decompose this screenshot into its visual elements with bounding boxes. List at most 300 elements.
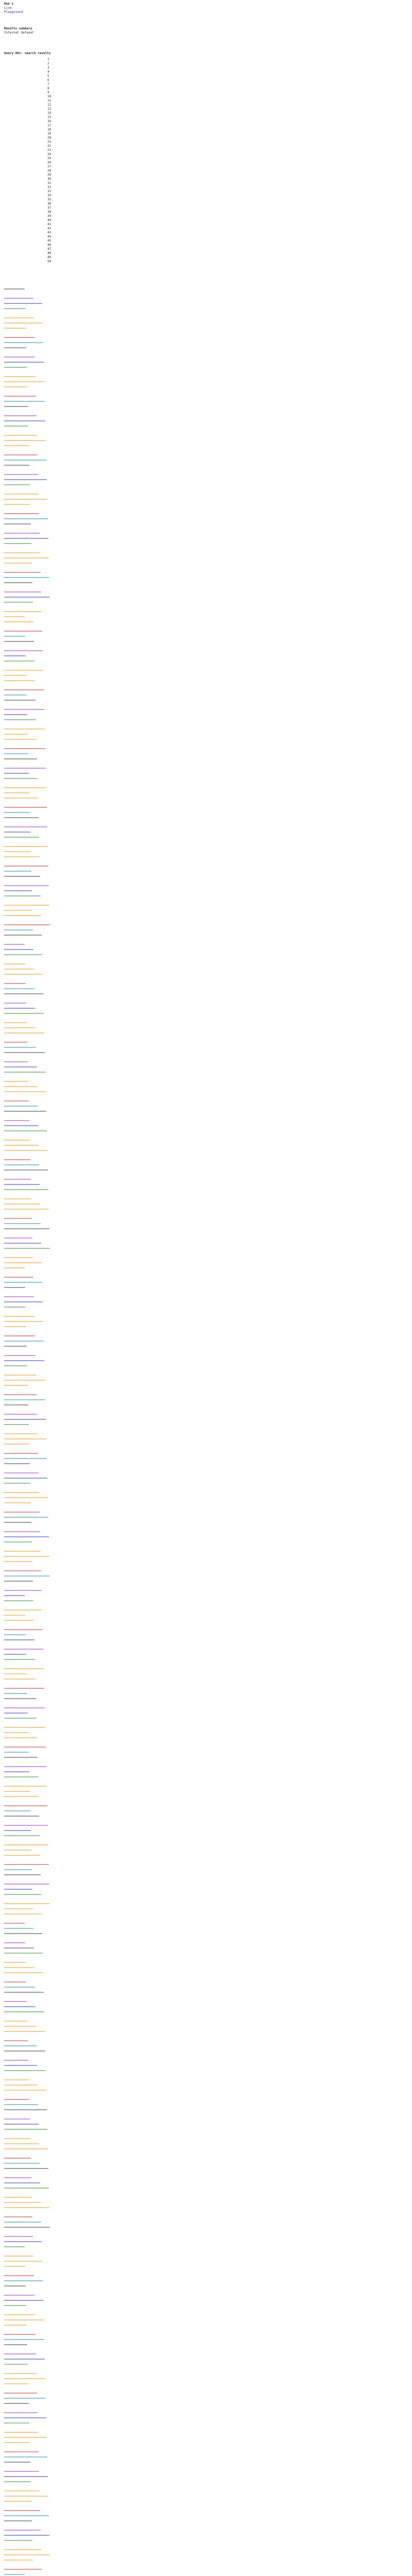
- log-line: [4, 1855, 40, 1856]
- log-line: [4, 2456, 47, 2458]
- log-line: [4, 1835, 40, 1836]
- log-line: [4, 890, 32, 891]
- line-number: 39: [47, 214, 52, 218]
- header-line-1: Run 1: [4, 2, 14, 6]
- line-number: 32: [47, 185, 52, 189]
- log-line: [4, 2143, 39, 2144]
- log-line: [4, 856, 40, 857]
- log-line: [4, 518, 48, 519]
- log-line: [4, 680, 35, 681]
- line-number: 44: [47, 235, 52, 239]
- log-line: [4, 1600, 33, 1601]
- log-line: [4, 415, 37, 416]
- log-line: [4, 728, 45, 730]
- log-line: [4, 1844, 48, 1845]
- log-line: [4, 1013, 44, 1014]
- log-line: [4, 1972, 43, 1973]
- log-line: [4, 2256, 33, 2257]
- log-line: [4, 1170, 48, 1171]
- log-line: [4, 1130, 47, 1131]
- line-number: 27: [47, 165, 52, 168]
- line-number: 14: [47, 111, 52, 115]
- log-line: [4, 2158, 31, 2159]
- log-line: [4, 474, 38, 475]
- log-line: [4, 2227, 50, 2228]
- log-line: [4, 817, 39, 818]
- log-line: [4, 1394, 37, 1395]
- log-line: [4, 876, 40, 877]
- header-line-3[interactable]: Playground: [4, 10, 23, 14]
- log-line: [4, 2163, 40, 2164]
- line-number: 8: [47, 87, 49, 90]
- log-line: [4, 2261, 42, 2262]
- log-line: [4, 1047, 36, 1048]
- log-line: [4, 317, 34, 318]
- log-line: [4, 1673, 27, 1674]
- log-line: [4, 660, 35, 662]
- log-line: [4, 1791, 30, 1792]
- log-line: [4, 1766, 46, 1767]
- log-line: [4, 381, 44, 382]
- log-line: [4, 2084, 38, 2086]
- log-line: [4, 1238, 32, 1239]
- log-line: [4, 533, 40, 534]
- log-line: [4, 2295, 35, 2296]
- log-line: [4, 538, 48, 539]
- log-line: [4, 2432, 38, 2433]
- log-line: [4, 954, 42, 955]
- log-line: [4, 988, 35, 989]
- log-line: [4, 328, 26, 329]
- log-line: [4, 1581, 33, 1582]
- log-line: [4, 851, 31, 852]
- log-line: [4, 837, 39, 838]
- log-line: [4, 2462, 30, 2463]
- log-line: [4, 303, 42, 304]
- log-line: [4, 552, 40, 553]
- log-line: [4, 1042, 27, 1043]
- log-line: [4, 1923, 25, 1924]
- log-line: [4, 2236, 33, 2237]
- log-line: [4, 1223, 41, 1224]
- log-line: [4, 798, 38, 799]
- log-line: [4, 2574, 25, 2575]
- log-line: [4, 2011, 44, 2012]
- log-line: [4, 915, 41, 916]
- log-line: [4, 308, 25, 309]
- log-line: [4, 1590, 42, 1591]
- log-line: [4, 2398, 46, 2399]
- log-line: [4, 1243, 41, 1244]
- line-number: 12: [47, 103, 52, 107]
- log-line: [4, 611, 42, 612]
- log-line: [4, 543, 31, 544]
- log-line: [4, 513, 39, 514]
- log-line: [4, 2050, 45, 2052]
- log-line: [4, 2197, 32, 2198]
- log-line: [4, 1992, 44, 1993]
- line-number: 47: [47, 247, 52, 251]
- log-line: [4, 1125, 38, 1126]
- log-line: [4, 1869, 32, 1870]
- log-line: [4, 1061, 28, 1062]
- line-number: 23: [47, 148, 52, 152]
- log-line: [4, 1492, 39, 1493]
- log-line: [4, 1933, 42, 1934]
- log-line: [4, 591, 41, 592]
- log-line: [4, 2442, 30, 2443]
- log-line: [4, 1321, 43, 1322]
- line-number: 50: [47, 260, 52, 263]
- log-line: [4, 974, 43, 975]
- log-line: [4, 2451, 39, 2452]
- log-line: [4, 1947, 34, 1948]
- log-line: [4, 1419, 46, 1420]
- log-line: [4, 2471, 39, 2472]
- log-line: [4, 2300, 43, 2301]
- line-number: 28: [47, 169, 52, 173]
- log-line: [4, 1438, 46, 1439]
- log-line: [4, 2359, 45, 2360]
- line-number: 36: [47, 202, 52, 206]
- line-number: 9: [47, 91, 49, 94]
- line-number: 35: [47, 198, 52, 201]
- log-line: [4, 1478, 47, 1479]
- log-line: [4, 1301, 43, 1302]
- log-line: [4, 1688, 44, 1689]
- log-line: [4, 2569, 42, 2570]
- log-line: [4, 445, 29, 446]
- log-line: [4, 2325, 27, 2326]
- log-line: [4, 2515, 49, 2516]
- log-line: [4, 1380, 45, 1381]
- log-line: [4, 1570, 41, 1571]
- log-line: [4, 2481, 31, 2482]
- line-number: 4: [47, 70, 49, 74]
- log-line: [4, 1375, 36, 1376]
- log-line: [4, 949, 33, 950]
- log-line: [4, 597, 50, 598]
- log-line: [4, 1287, 25, 1288]
- log-line: [4, 2060, 28, 2061]
- log-line: [4, 337, 35, 338]
- log-line: [4, 2393, 37, 2394]
- line-number: 43: [47, 231, 52, 234]
- log-line: [4, 2535, 49, 2536]
- log-line: [4, 1184, 40, 1185]
- line-number: 18: [47, 128, 52, 131]
- log-line: [4, 1561, 32, 1562]
- log-line: [4, 1732, 28, 1733]
- log-line: [4, 2070, 46, 2071]
- log-line: [4, 1307, 26, 1308]
- log-line: [4, 1981, 26, 1982]
- log-line: [4, 2006, 36, 2007]
- log-line: [4, 2188, 49, 2189]
- log-line: [4, 2417, 46, 2418]
- log-line: [4, 1830, 31, 1831]
- log-line: [4, 2026, 36, 2027]
- log-line: [4, 1771, 29, 1772]
- log-line: [4, 1385, 28, 1386]
- log-line: [4, 1052, 45, 1053]
- section-subtitle: Internal dataset: [4, 31, 34, 35]
- line-number: 46: [47, 243, 52, 247]
- log-line: [4, 494, 39, 495]
- log-line: [4, 1296, 34, 1297]
- line-number: 49: [47, 256, 52, 259]
- log-line: [4, 675, 26, 676]
- log-line: [4, 1145, 39, 1146]
- log-line: [4, 1326, 26, 1327]
- log-line: [4, 2334, 36, 2335]
- log-line: [4, 1531, 40, 1532]
- log-line: [4, 2090, 46, 2091]
- log-line: [4, 1209, 49, 1210]
- log-line: [4, 465, 29, 466]
- log-line: [4, 2412, 38, 2413]
- log-line: [4, 2266, 25, 2267]
- log-line: [4, 2540, 32, 2541]
- log-line: [4, 1106, 38, 1107]
- log-line: [4, 924, 50, 925]
- log-line: [4, 993, 43, 994]
- log-line: [4, 1850, 31, 1851]
- log-line: [4, 768, 46, 769]
- line-number: 3: [47, 66, 49, 70]
- log-line: [4, 2383, 28, 2384]
- log-line: [4, 2246, 25, 2247]
- log-line: [4, 1693, 27, 1694]
- log-line: [4, 1908, 33, 1909]
- log-line: [4, 2305, 26, 2306]
- log-line: [4, 1399, 45, 1400]
- line-number: 5: [47, 74, 49, 78]
- log-line: [4, 694, 27, 696]
- line-number: 42: [47, 227, 52, 230]
- log-line: [4, 1757, 38, 1758]
- section-title: Results summary: [4, 27, 32, 30]
- log-line: [4, 832, 30, 833]
- log-line: [4, 2554, 50, 2555]
- log-line: [4, 871, 31, 872]
- log-line: [4, 866, 48, 867]
- log-line: [4, 1522, 31, 1523]
- log-line: [4, 2476, 48, 2477]
- log-line: [4, 2182, 40, 2183]
- log-line: [4, 1727, 45, 1728]
- line-number: 24: [47, 152, 52, 156]
- log-line: [4, 2378, 45, 2379]
- log-line: [4, 655, 26, 656]
- log-line: [4, 401, 45, 402]
- log-line: [4, 1874, 41, 1875]
- log-line: [4, 1027, 36, 1028]
- log-line: [4, 714, 27, 715]
- log-line: [4, 1595, 25, 1596]
- log-line: [4, 1639, 35, 1640]
- log-line: [4, 1679, 36, 1680]
- log-line: [4, 748, 45, 749]
- log-line: [4, 347, 26, 348]
- log-line: [4, 1962, 26, 1963]
- line-number: 15: [47, 115, 52, 119]
- log-line: [4, 1615, 25, 1616]
- log-line: [4, 1003, 26, 1004]
- log-line: [4, 2403, 29, 2404]
- log-line: [4, 1707, 45, 1708]
- log-line: [4, 1267, 25, 1268]
- log-line: [4, 1414, 37, 1415]
- query-title: Query 001: search results: [4, 52, 51, 55]
- log-line: [4, 935, 42, 936]
- log-line: [4, 1091, 46, 1092]
- log-line: [4, 1483, 30, 1484]
- log-line: [4, 298, 33, 299]
- log-line: [4, 2104, 38, 2105]
- log-line: [4, 1218, 32, 1219]
- log-line: [4, 1189, 48, 1190]
- log-line: [4, 1713, 28, 1714]
- log-line: [4, 1953, 43, 1954]
- log-line: [4, 2373, 37, 2374]
- line-number: 1: [47, 58, 49, 61]
- log-line: [4, 2001, 27, 2002]
- line-number: 48: [47, 251, 52, 255]
- log-line: [4, 1556, 49, 1557]
- log-line: [4, 1747, 46, 1748]
- log-line: [4, 2344, 27, 2345]
- log-line: [4, 1913, 42, 1914]
- log-line: [4, 1150, 47, 1151]
- log-line: [4, 983, 26, 984]
- log-line: [4, 2422, 29, 2424]
- log-line: [4, 2109, 47, 2110]
- log-line: [4, 1776, 38, 1777]
- log-line: [4, 616, 25, 617]
- log-line: [4, 1140, 30, 1141]
- log-line: [4, 479, 47, 480]
- log-line: [4, 1424, 29, 1425]
- log-line: [4, 1987, 35, 1988]
- log-line: [4, 1512, 40, 1513]
- log-line: [4, 1204, 40, 1205]
- log-line: [4, 2222, 41, 2223]
- log-line: [4, 1737, 37, 1738]
- log-line: [4, 1404, 28, 1405]
- log-line: [4, 1718, 37, 1719]
- log-line: [4, 1796, 39, 1797]
- log-line: [4, 1365, 27, 1366]
- log-line: [4, 1008, 35, 1009]
- log-line: [4, 1100, 29, 1101]
- log-line: [4, 1316, 35, 1317]
- log-line: [4, 2275, 34, 2276]
- log-line: [4, 420, 45, 421]
- log-line: [4, 2031, 45, 2032]
- log-line: [4, 484, 30, 485]
- log-line: [4, 905, 49, 906]
- log-line: [4, 1262, 42, 1263]
- line-number: 10: [47, 95, 52, 98]
- line-number: 26: [47, 161, 52, 164]
- line-number: 2: [47, 62, 49, 65]
- log-line: [4, 1928, 33, 1929]
- log-line: [4, 1198, 31, 1199]
- log-line: [4, 2148, 48, 2149]
- log-line: [4, 1086, 37, 1087]
- log-line: [4, 1903, 50, 1904]
- log-line: [4, 323, 43, 324]
- log-line: [4, 631, 42, 632]
- log-line: [4, 792, 29, 793]
- log-line: [4, 1668, 44, 1669]
- line-number: 29: [47, 173, 52, 177]
- log-line: [4, 2168, 48, 2169]
- log-line: [4, 2177, 31, 2178]
- log-line: [4, 670, 43, 671]
- log-line: [4, 1248, 50, 1249]
- log-line: [4, 523, 31, 524]
- log-line: [4, 1032, 44, 1033]
- log-line: [4, 2040, 28, 2041]
- log-line: [4, 1752, 29, 1753]
- log-line: [4, 650, 43, 651]
- log-line: [4, 1341, 44, 1342]
- log-line: [4, 426, 28, 427]
- log-line: [4, 1257, 33, 1258]
- log-line: [4, 602, 33, 603]
- log-line: [4, 2364, 28, 2365]
- log-line: [4, 739, 37, 740]
- log-line: [4, 406, 28, 407]
- log-line: [4, 1551, 41, 1552]
- log-line: [4, 1228, 49, 1229]
- log-line: [4, 1453, 38, 1454]
- log-line: [4, 2119, 30, 2120]
- line-number: 40: [47, 218, 52, 222]
- log-line: [4, 2353, 36, 2354]
- log-line: [4, 2207, 49, 2208]
- log-line: [4, 2065, 37, 2066]
- log-line: [4, 1825, 48, 1826]
- log-line: [4, 689, 44, 690]
- log-line: [4, 1335, 35, 1336]
- log-line: [4, 1609, 42, 1611]
- log-line: [4, 1654, 26, 1655]
- log-line: [4, 700, 36, 701]
- log-line: [4, 1444, 29, 1445]
- log-line: [4, 2124, 39, 2125]
- log-line: [4, 1884, 49, 1885]
- log-line: [4, 1536, 49, 1537]
- log-line: [4, 1629, 43, 1630]
- log-line: [4, 2520, 32, 2521]
- log-line: [4, 773, 29, 774]
- line-number: 11: [47, 99, 52, 103]
- log-line: [4, 1458, 47, 1459]
- log-line: [4, 2314, 35, 2315]
- log-line: [4, 1649, 43, 1650]
- line-number: 41: [47, 223, 52, 226]
- log-line: [4, 895, 41, 896]
- log-line: [4, 582, 32, 583]
- log-line: [4, 557, 49, 558]
- log-line: [4, 636, 25, 637]
- log-line: [4, 2280, 43, 2281]
- log-line: [4, 2437, 47, 2438]
- log-line: [4, 357, 35, 358]
